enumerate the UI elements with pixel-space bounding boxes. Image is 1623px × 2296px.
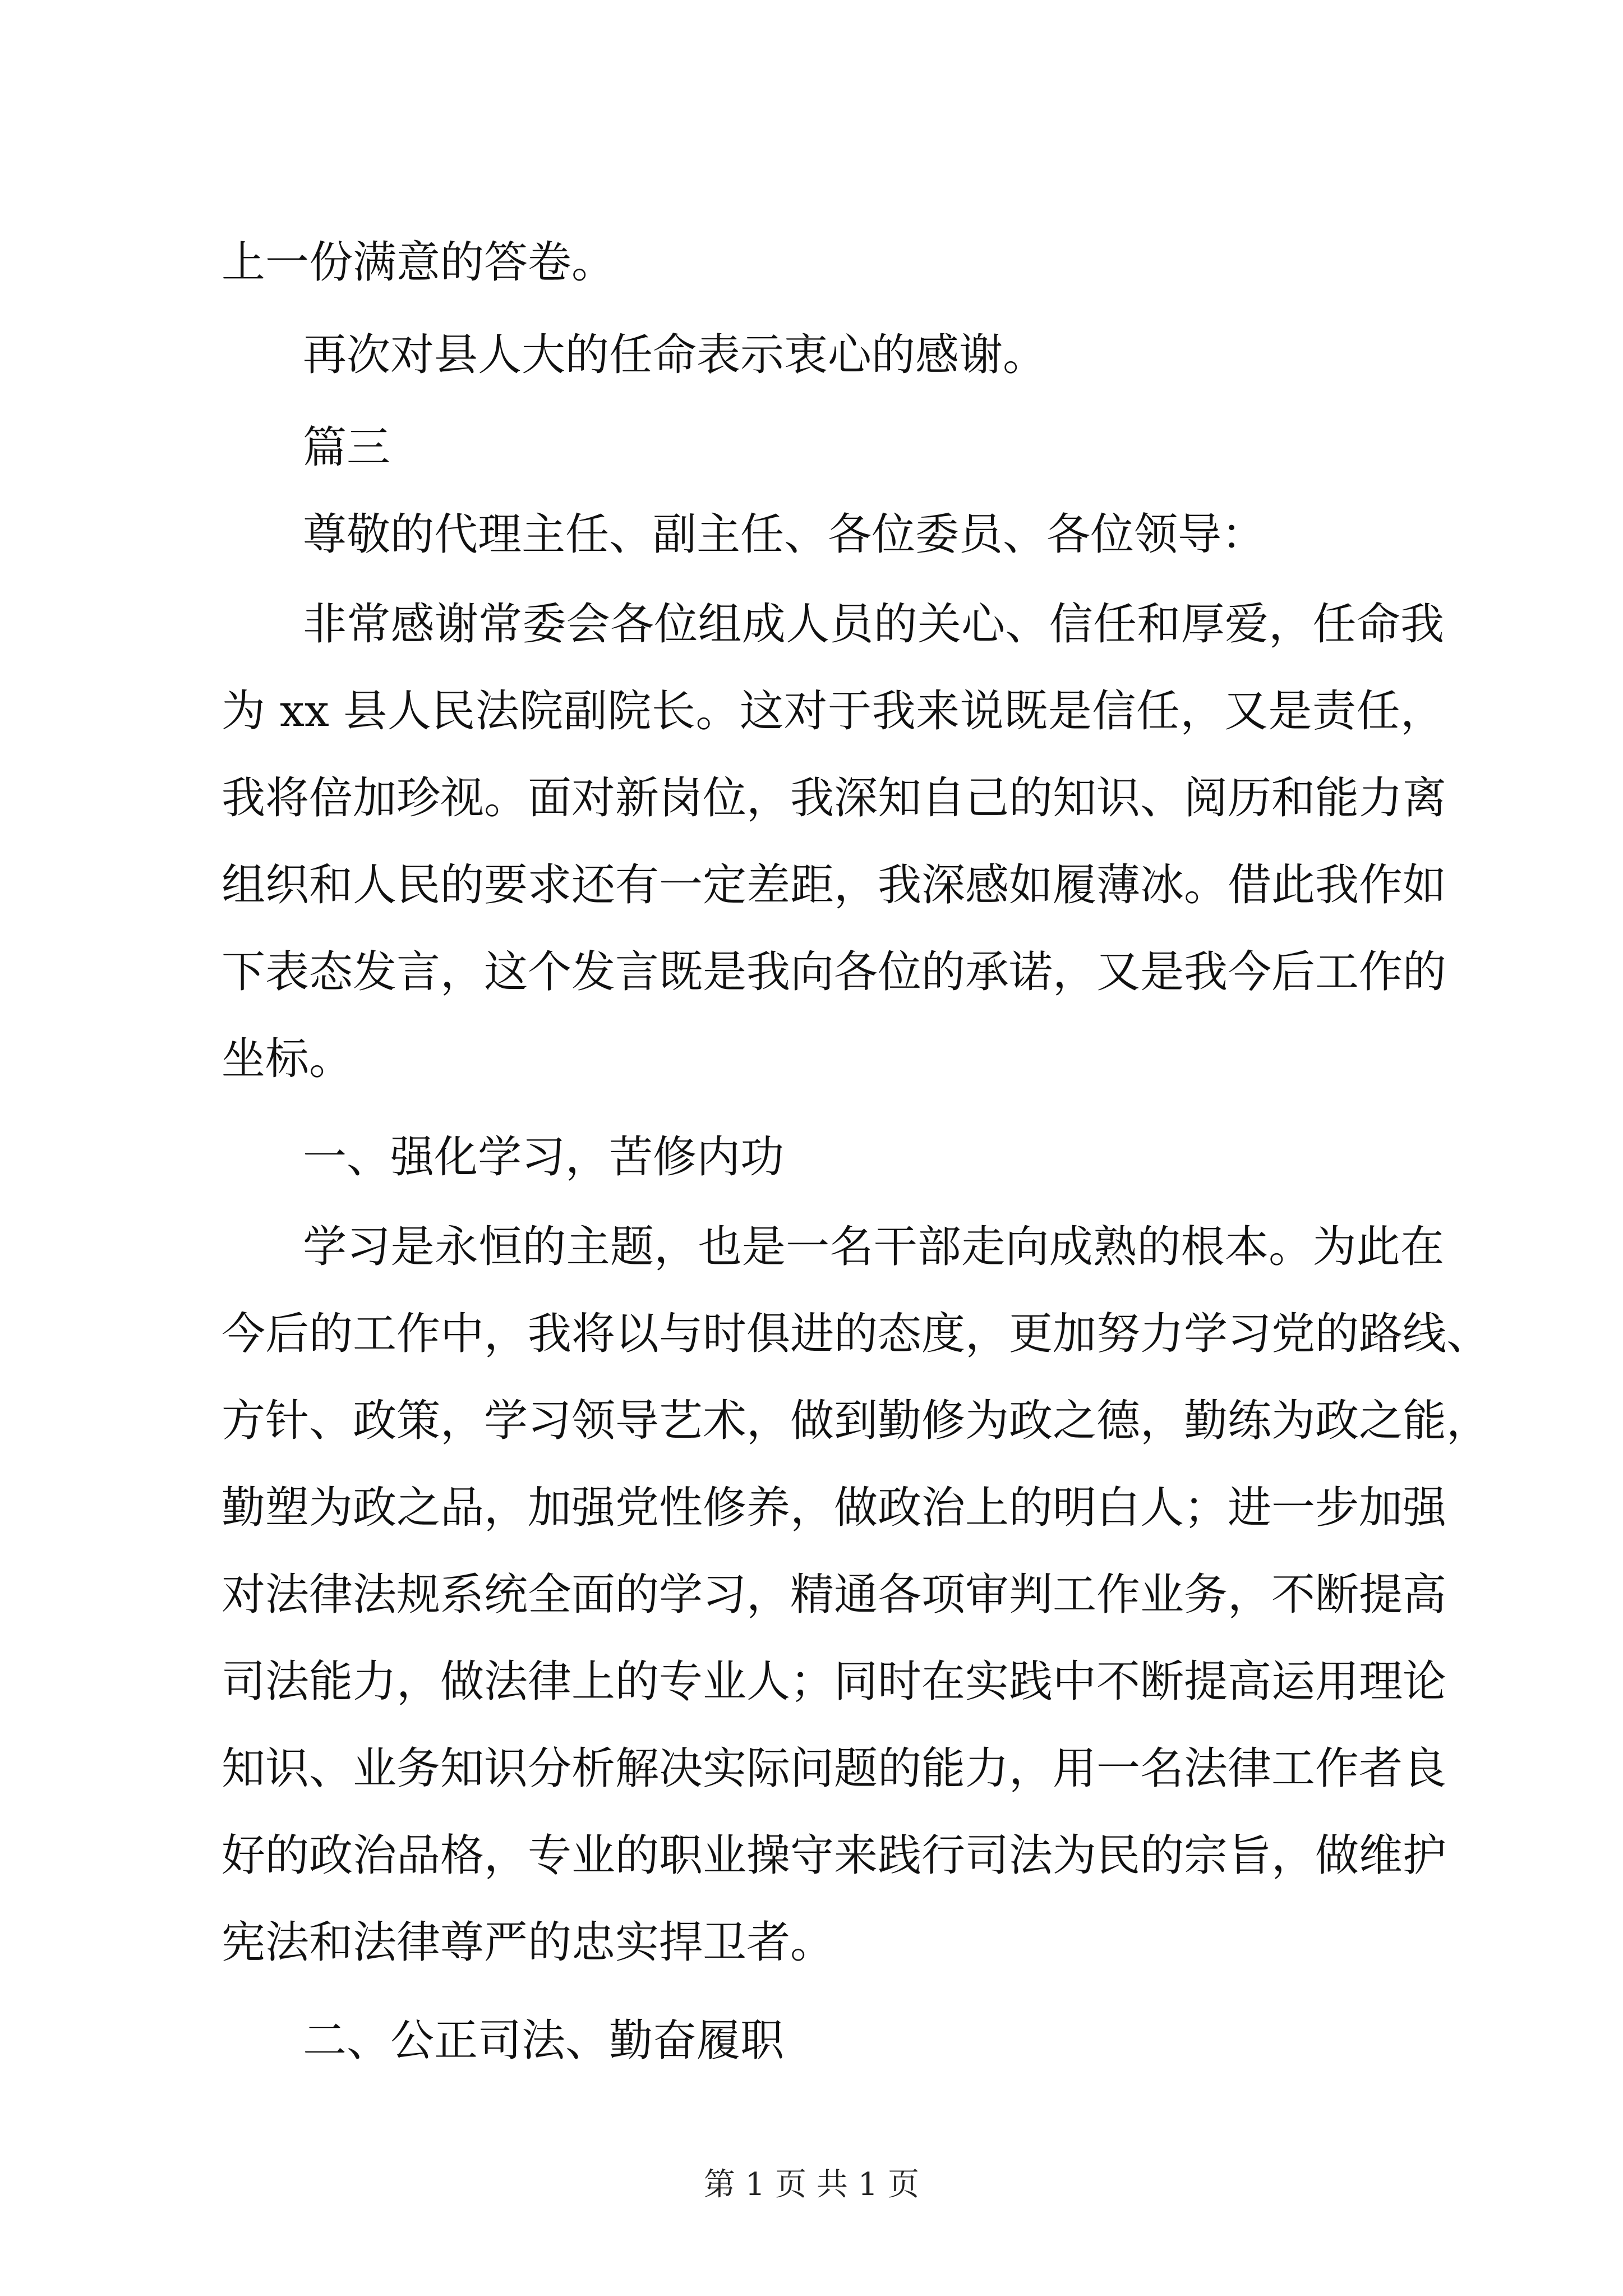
text-line: 宪法和法律尊严的忠实捍卫者。: [222, 1917, 834, 1968]
text-line: 下表态发言，这个发言既是我向各位的承诺，又是我今后工作的: [222, 947, 1447, 997]
page-footer: 第 1 页 共 1 页: [703, 2166, 920, 2203]
text-line: 组织和人民的要求还有一定差距，我深感如履薄冰。借此我作如: [222, 860, 1447, 910]
text-line: 再次对县人大的任命表示衷心的感谢。: [303, 330, 1047, 380]
text-line: 非常感谢常委会各位组成人员的关心、信任和厚爱，任命我: [303, 599, 1444, 650]
text-line: 今后的工作中，我将以与时俱进的态度，更加努力学习党的路线、: [222, 1309, 1491, 1359]
text-line: 好的政治品格，专业的职业操守来践行司法为民的宗旨，做维护: [222, 1830, 1447, 1881]
text-line: 我将倍加珍视。面对新岗位，我深知自己的知识、阅历和能力离: [222, 773, 1447, 823]
text-line: 上一份满意的答卷。: [222, 237, 616, 288]
section-heading: 一、强化学习，苦修内功: [303, 1132, 785, 1182]
section-heading: 篇三: [303, 422, 391, 473]
section-heading: 二、公正司法、勤奋履职: [303, 2016, 785, 2066]
text-line: 对法律法规系统全面的学习，精通各项审判工作业务，不断提高: [222, 1570, 1447, 1620]
text-line: 司法能力，做法律上的专业人；同时在实践中不断提高运用理论: [222, 1657, 1447, 1707]
text-line: 为 xx 县人民法院副院长。这对于我来说既是信任，又是责任，: [222, 686, 1444, 737]
text-line: 学习是永恒的主题，也是一名干部走向成熟的根本。为此在: [303, 1222, 1444, 1272]
text-line: 勤塑为政之品，加强党性修养，做政治上的明白人；进一步加强: [222, 1483, 1447, 1533]
text-line: 知识、业务知识分析解决实际问题的能力，用一名法律工作者良: [222, 1743, 1447, 1794]
text-line: 方针、政策，学习领导艺术，做到勤修为政之德，勤练为政之能，: [222, 1396, 1491, 1446]
salutation: 尊敬的代理主任、副主任、各位委员、各位领导：: [303, 509, 1266, 560]
text-line: 坐标。: [222, 1034, 353, 1084]
